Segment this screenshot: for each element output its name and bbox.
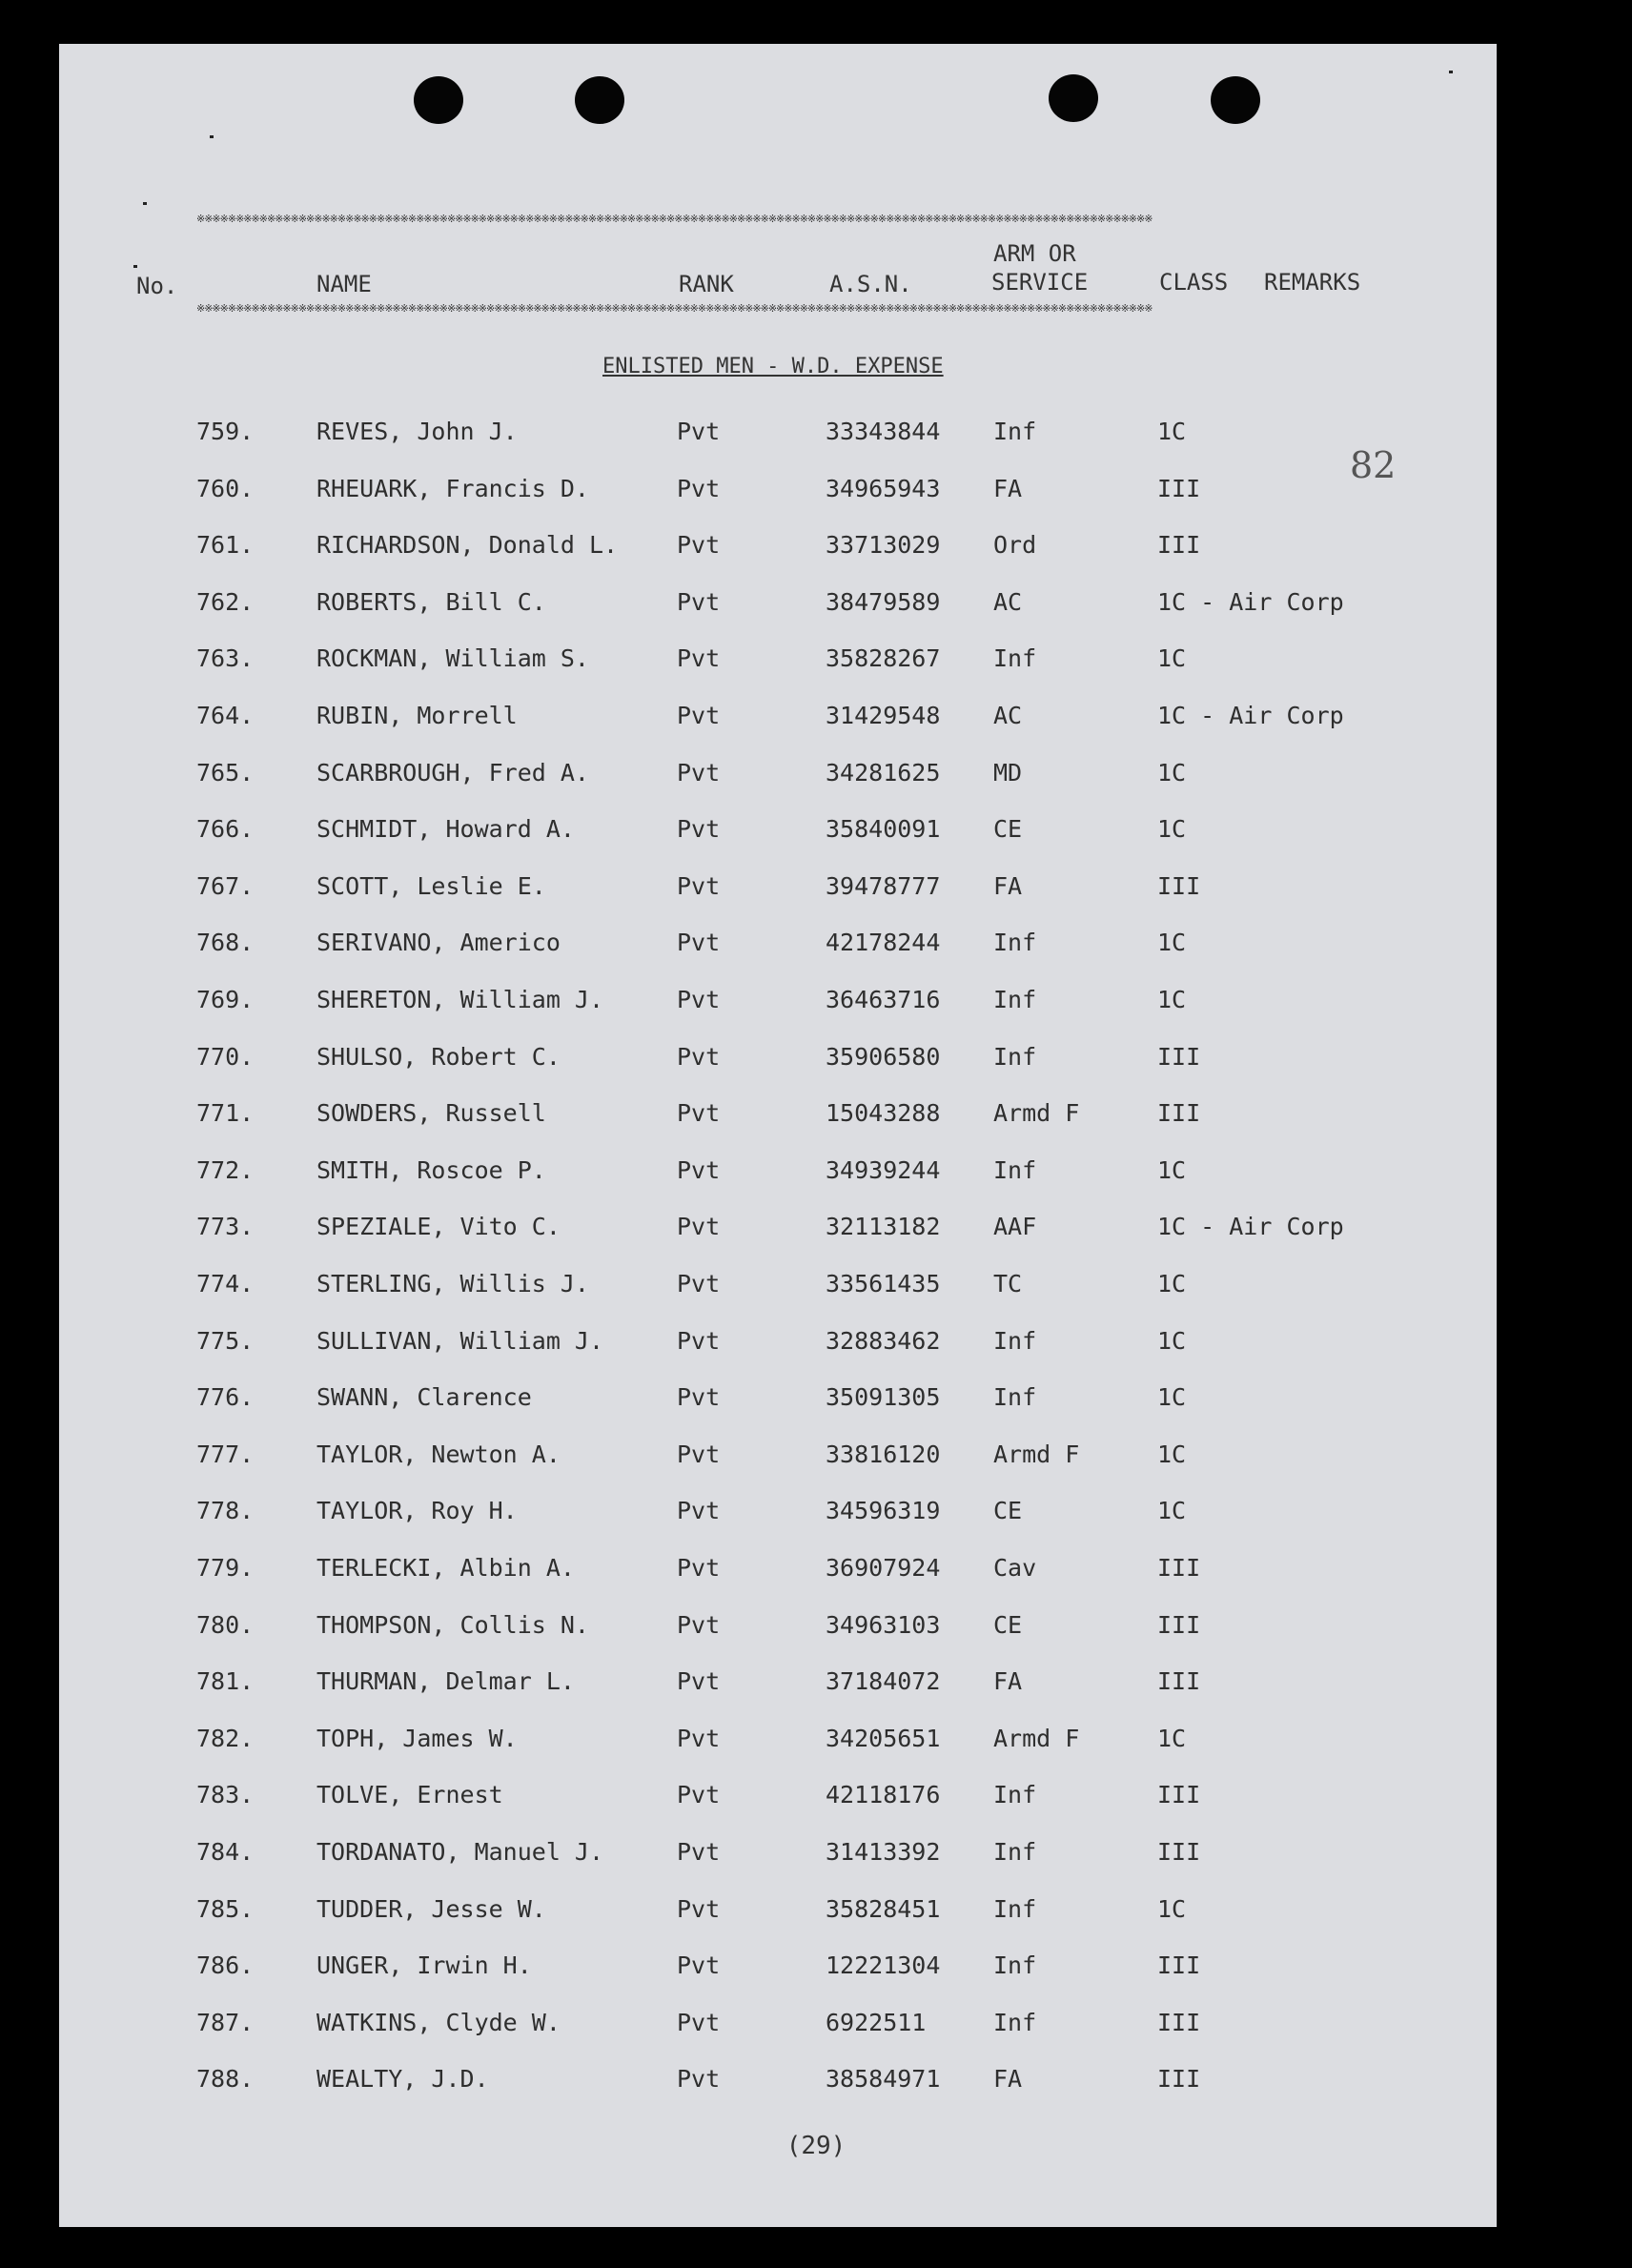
row-arm-service: Inf [993, 1043, 1037, 1071]
row-asn: 35840091 [826, 815, 941, 843]
row-asn: 42178244 [826, 929, 941, 956]
row-class: 1C - Air Corp [1157, 588, 1344, 616]
row-asn: 12221304 [826, 1951, 941, 1979]
row-number: 774. [196, 1270, 255, 1297]
row-class: III [1157, 2065, 1201, 2093]
row-class: 1C [1157, 1725, 1187, 1752]
row-rank: Pvt [677, 872, 721, 900]
row-asn: 35828451 [826, 1895, 941, 1923]
row-rank: Pvt [677, 1838, 721, 1866]
row-name: TUDDER, Jesse W. [316, 1895, 546, 1923]
row-rank: Pvt [677, 1099, 721, 1127]
row-arm-service: Inf [993, 1895, 1037, 1923]
row-rank: Pvt [677, 1781, 721, 1808]
table-row [0, 1836, 1632, 1874]
row-number: 760. [196, 475, 255, 502]
row-asn: 34596319 [826, 1497, 941, 1524]
row-asn: 33561435 [826, 1270, 941, 1297]
row-name: SCARBROUGH, Fred A. [316, 759, 589, 787]
row-name: TOPH, James W. [316, 1725, 518, 1752]
row-number: 762. [196, 588, 255, 616]
row-rank: Pvt [677, 1440, 721, 1468]
row-name: RICHARDSON, Donald L. [316, 531, 619, 559]
row-rank: Pvt [677, 1895, 721, 1923]
table-row [0, 416, 1632, 454]
row-number: 763. [196, 644, 255, 672]
row-arm-service: Ord [993, 531, 1037, 559]
row-number: 761. [196, 531, 255, 559]
row-name: SULLIVAN, William J. [316, 1327, 604, 1355]
row-asn: 34205651 [826, 1725, 941, 1752]
row-class: III [1157, 1838, 1201, 1866]
table-row [0, 1779, 1632, 1817]
row-rank: Pvt [677, 2009, 721, 2036]
row-number: 786. [196, 1951, 255, 1979]
row-class: 1C [1157, 418, 1187, 445]
header-asn: A.S.N. [829, 271, 912, 297]
row-arm-service: Cav [993, 1554, 1037, 1582]
table-row [0, 1723, 1632, 1761]
row-asn: 32113182 [826, 1213, 941, 1240]
row-class: 1C [1157, 759, 1187, 787]
row-rank: Pvt [677, 986, 721, 1013]
row-name: TORDANATO, Manuel J. [316, 1838, 604, 1866]
row-rank: Pvt [677, 1383, 721, 1411]
row-asn: 38584971 [826, 2065, 941, 2093]
row-rank: Pvt [677, 1554, 721, 1582]
header-remarks: REMARKS [1264, 269, 1361, 296]
table-row [0, 984, 1632, 1022]
row-asn: 31413392 [826, 1838, 941, 1866]
row-rank: Pvt [677, 702, 721, 729]
row-name: TAYLOR, Newton A. [316, 1440, 561, 1468]
row-class: 1C [1157, 1156, 1187, 1184]
row-arm-service: Inf [993, 929, 1037, 956]
table-row [0, 1041, 1632, 1079]
table-row [0, 870, 1632, 909]
header-rank: RANK [679, 271, 734, 297]
row-number: 781. [196, 1667, 255, 1695]
table-row [0, 586, 1632, 624]
row-number: 787. [196, 2009, 255, 2036]
row-arm-service: MD [993, 759, 1023, 787]
row-class: 1C [1157, 1270, 1187, 1297]
row-class: III [1157, 1099, 1201, 1127]
row-arm-service: Inf [993, 644, 1037, 672]
row-asn: 32883462 [826, 1327, 941, 1355]
table-row [0, 1495, 1632, 1533]
table-row [0, 1609, 1632, 1647]
row-asn: 34939244 [826, 1156, 941, 1184]
table-row [0, 757, 1632, 795]
row-rank: Pvt [677, 531, 721, 559]
row-asn: 34281625 [826, 759, 941, 787]
row-rank: Pvt [677, 815, 721, 843]
row-name: THURMAN, Delmar L. [316, 1667, 575, 1695]
row-class: III [1157, 1043, 1201, 1071]
row-rank: Pvt [677, 644, 721, 672]
row-name: SPEZIALE, Vito C. [316, 1213, 561, 1240]
row-arm-service: Inf [993, 1383, 1037, 1411]
row-class: 1C [1157, 1497, 1187, 1524]
header-no: No. [136, 273, 178, 299]
row-arm-service: Inf [993, 418, 1037, 445]
section-title: ENLISTED MEN - W.D. EXPENSE [602, 355, 944, 378]
table-row [0, 813, 1632, 851]
row-rank: Pvt [677, 1497, 721, 1524]
row-asn: 35828267 [826, 644, 941, 672]
row-name: SHULSO, Robert C. [316, 1043, 561, 1071]
row-asn: 34963103 [826, 1611, 941, 1639]
row-arm-service: Armd F [993, 1725, 1080, 1752]
row-number: 778. [196, 1497, 255, 1524]
header-arm-line1: ARM OR [993, 240, 1076, 267]
row-number: 782. [196, 1725, 255, 1752]
row-rank: Pvt [677, 1270, 721, 1297]
row-number: 777. [196, 1440, 255, 1468]
page-number: (29) [785, 2132, 847, 2160]
header-top-rule: ※※※※※※※※※※※※※※※※※※※※※※※※※※※※※※※※※※※※※※※※※※※※※※※※※※※※※※※※※※※※※※※※※※※※※※※※※※※※※※※※※※※※※※※※※※※※※※※※※※※※※※※※※※※※※※※※※※※※※※※※※※ [196, 214, 1153, 225]
row-arm-service: FA [993, 1667, 1023, 1695]
row-rank: Pvt [677, 475, 721, 502]
header-name: NAME [316, 271, 372, 297]
row-number: 765. [196, 759, 255, 787]
table-row [0, 1665, 1632, 1704]
row-name: SHERETON, William J. [316, 986, 604, 1013]
table-row [0, 1439, 1632, 1477]
table-row [0, 529, 1632, 567]
row-arm-service: CE [993, 1611, 1023, 1639]
row-asn: 37184072 [826, 1667, 941, 1695]
row-arm-service: CE [993, 815, 1023, 843]
row-class: 1C [1157, 644, 1187, 672]
row-arm-service: Inf [993, 986, 1037, 1013]
row-rank: Pvt [677, 1951, 721, 1979]
row-class: III [1157, 475, 1201, 502]
row-arm-service: CE [993, 1497, 1023, 1524]
row-asn: 42118176 [826, 1781, 941, 1808]
table-row [0, 1154, 1632, 1193]
row-rank: Pvt [677, 1725, 721, 1752]
row-name: STERLING, Willis J. [316, 1270, 589, 1297]
table-row [0, 1893, 1632, 1931]
table-row [0, 1552, 1632, 1590]
row-rank: Pvt [677, 1156, 721, 1184]
row-number: 769. [196, 986, 255, 1013]
row-number: 766. [196, 815, 255, 843]
row-class: 1C [1157, 815, 1187, 843]
row-arm-service: AAF [993, 1213, 1037, 1240]
row-name: RUBIN, Morrell [316, 702, 518, 729]
row-number: 780. [196, 1611, 255, 1639]
table-row [0, 1325, 1632, 1363]
row-name: SCOTT, Leslie E. [316, 872, 546, 900]
row-class: III [1157, 1951, 1201, 1979]
row-class: III [1157, 1611, 1201, 1639]
row-number: 772. [196, 1156, 255, 1184]
row-rank: Pvt [677, 418, 721, 445]
row-asn: 36907924 [826, 1554, 941, 1582]
row-name: ROBERTS, Bill C. [316, 588, 546, 616]
table-row [0, 2007, 1632, 2045]
row-arm-service: FA [993, 872, 1023, 900]
row-arm-service: Inf [993, 1327, 1037, 1355]
row-asn: 39478777 [826, 872, 941, 900]
table-row [0, 473, 1632, 511]
row-rank: Pvt [677, 1611, 721, 1639]
row-asn: 38479589 [826, 588, 941, 616]
header-bottom-rule: ※※※※※※※※※※※※※※※※※※※※※※※※※※※※※※※※※※※※※※※※※※※※※※※※※※※※※※※※※※※※※※※※※※※※※※※※※※※※※※※※※※※※※※※※※※※※※※※※※※※※※※※※※※※※※※※※※※※※※※※※※※ [196, 303, 1153, 315]
row-asn: 6922511 [826, 2009, 927, 2036]
row-arm-service: Inf [993, 2009, 1037, 2036]
row-arm-service: TC [993, 1270, 1023, 1297]
table-row [0, 1381, 1632, 1420]
row-class: 1C - Air Corp [1157, 1213, 1344, 1240]
row-arm-service: FA [993, 2065, 1023, 2093]
row-name: THOMPSON, Collis N. [316, 1611, 589, 1639]
row-asn: 33713029 [826, 531, 941, 559]
header-class: CLASS [1159, 269, 1229, 296]
row-class: 1C [1157, 1383, 1187, 1411]
row-rank: Pvt [677, 759, 721, 787]
row-number: 785. [196, 1895, 255, 1923]
row-name: WATKINS, Clyde W. [316, 2009, 561, 2036]
table-row [0, 700, 1632, 738]
row-name: SCHMIDT, Howard A. [316, 815, 575, 843]
row-name: UNGER, Irwin H. [316, 1951, 532, 1979]
row-class: III [1157, 2009, 1201, 2036]
page-stamp-number: 82 [1350, 444, 1397, 486]
row-arm-service: FA [993, 475, 1023, 502]
row-number: 783. [196, 1781, 255, 1808]
row-rank: Pvt [677, 1667, 721, 1695]
row-arm-service: Armd F [993, 1440, 1080, 1468]
row-number: 768. [196, 929, 255, 956]
row-class: 1C [1157, 1440, 1187, 1468]
row-arm-service: Inf [993, 1838, 1037, 1866]
table-row [0, 1268, 1632, 1306]
row-number: 773. [196, 1213, 255, 1240]
table-row [0, 927, 1632, 965]
row-name: WEALTY, J.D. [316, 2065, 489, 2093]
row-arm-service: AC [993, 588, 1023, 616]
row-arm-service: Inf [993, 1156, 1037, 1184]
row-number: 764. [196, 702, 255, 729]
row-rank: Pvt [677, 1213, 721, 1240]
table-row [0, 1950, 1632, 1988]
header-arm-line2: SERVICE [991, 269, 1089, 296]
row-class: III [1157, 531, 1201, 559]
row-rank: Pvt [677, 1327, 721, 1355]
row-class: III [1157, 872, 1201, 900]
row-asn: 36463716 [826, 986, 941, 1013]
row-class: III [1157, 1781, 1201, 1808]
row-class: 1C [1157, 929, 1187, 956]
row-number: 767. [196, 872, 255, 900]
row-arm-service: AC [993, 702, 1023, 729]
row-asn: 34965943 [826, 475, 941, 502]
row-asn: 35091305 [826, 1383, 941, 1411]
row-number: 779. [196, 1554, 255, 1582]
row-arm-service: Armd F [993, 1099, 1080, 1127]
row-name: SMITH, Roscoe P. [316, 1156, 546, 1184]
row-number: 771. [196, 1099, 255, 1127]
row-class: 1C [1157, 1327, 1187, 1355]
table-row [0, 643, 1632, 681]
table-row [0, 2063, 1632, 2101]
table-row [0, 1097, 1632, 1135]
row-asn: 15043288 [826, 1099, 941, 1127]
row-asn: 35906580 [826, 1043, 941, 1071]
row-name: TAYLOR, Roy H. [316, 1497, 518, 1524]
row-class: III [1157, 1667, 1201, 1695]
row-name: SOWDERS, Russell [316, 1099, 546, 1127]
row-arm-service: Inf [993, 1951, 1037, 1979]
row-name: REVES, John J. [316, 418, 518, 445]
row-class: 1C [1157, 986, 1187, 1013]
table-row [0, 1211, 1632, 1249]
row-name: TERLECKI, Albin A. [316, 1554, 575, 1582]
row-class: 1C [1157, 1895, 1187, 1923]
row-rank: Pvt [677, 929, 721, 956]
row-asn: 31429548 [826, 702, 941, 729]
row-number: 788. [196, 2065, 255, 2093]
row-name: SERIVANO, Americo [316, 929, 561, 956]
row-rank: Pvt [677, 588, 721, 616]
row-class: III [1157, 1554, 1201, 1582]
row-asn: 33816120 [826, 1440, 941, 1468]
row-rank: Pvt [677, 2065, 721, 2093]
row-number: 775. [196, 1327, 255, 1355]
row-number: 759. [196, 418, 255, 445]
row-arm-service: Inf [993, 1781, 1037, 1808]
row-name: SWANN, Clarence [316, 1383, 532, 1411]
row-rank: Pvt [677, 1043, 721, 1071]
row-number: 784. [196, 1838, 255, 1866]
row-asn: 33343844 [826, 418, 941, 445]
row-class: 1C - Air Corp [1157, 702, 1344, 729]
row-name: RHEUARK, Francis D. [316, 475, 589, 502]
row-name: ROCKMAN, William S. [316, 644, 589, 672]
row-number: 770. [196, 1043, 255, 1071]
row-name: TOLVE, Ernest [316, 1781, 503, 1808]
row-number: 776. [196, 1383, 255, 1411]
